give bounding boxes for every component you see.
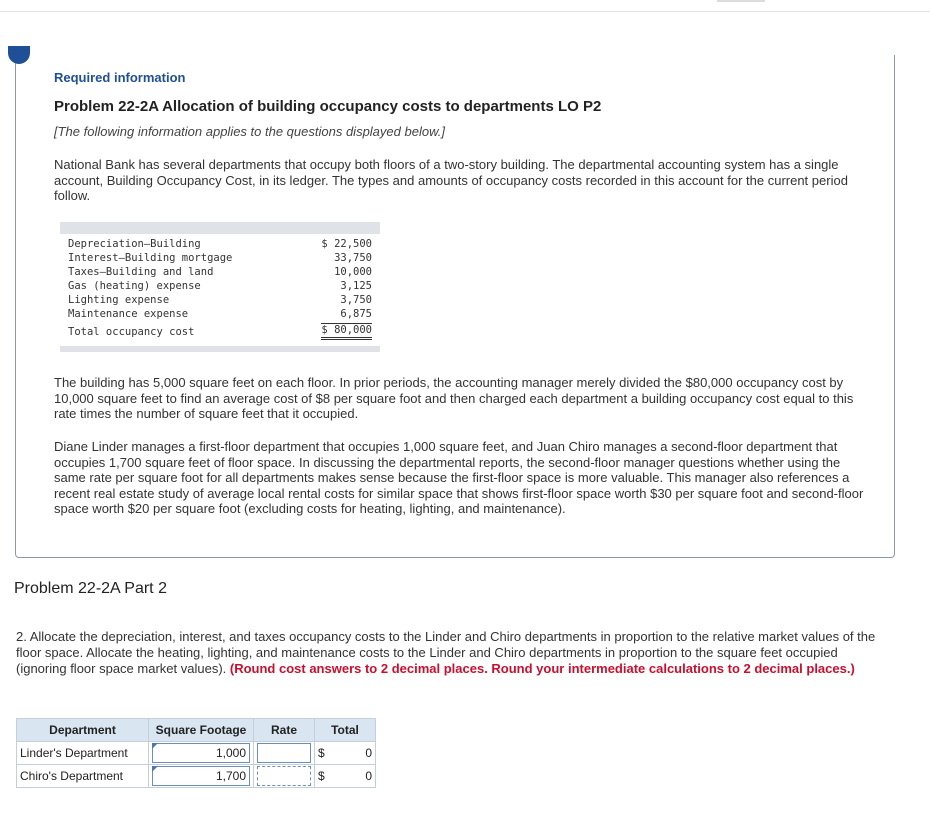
sqft-cell bbox=[149, 765, 254, 788]
cost-value: 3,125 bbox=[340, 280, 372, 292]
intro-paragraph: National Bank has several departments that occupy both floors of a two-story building. The departmental accounting system has a single account, Building Occupancy Cost, in its ledger. The types and amounts of occupancy costs recorded in this account for the current period follow. bbox=[54, 157, 848, 203]
cost-value: 6,875 bbox=[340, 308, 372, 320]
sqft-input[interactable]: 1,700 bbox=[152, 766, 250, 786]
rate-input[interactable] bbox=[257, 743, 311, 763]
header-rate: Rate bbox=[254, 719, 315, 742]
part-title: Problem 22-2A Part 2 bbox=[14, 580, 167, 597]
cost-label: Gas (heating) expense bbox=[68, 280, 201, 292]
rate-cell bbox=[254, 742, 315, 765]
total-cell bbox=[315, 742, 376, 765]
table-row bbox=[17, 765, 376, 788]
info-note: [The following information applies to the questions displayed below.] bbox=[54, 124, 445, 139]
currency-symbol: $ bbox=[318, 769, 325, 783]
header-department: Department bbox=[17, 719, 149, 742]
rate-input[interactable] bbox=[257, 766, 311, 786]
flag-icon bbox=[152, 743, 158, 749]
total-value: 0 bbox=[365, 769, 372, 783]
allocation-table bbox=[16, 718, 376, 788]
cost-value: 10,000 bbox=[334, 266, 372, 278]
occupancy-cost-table bbox=[60, 222, 380, 352]
cost-total-label: Total occupancy cost bbox=[68, 326, 195, 338]
cost-label: Maintenance expense bbox=[68, 308, 189, 320]
cost-label: Lighting expense bbox=[68, 294, 170, 306]
currency-symbol: $ bbox=[318, 746, 325, 760]
cost-value: 3,750 bbox=[340, 294, 372, 306]
top-tab-indicator bbox=[717, 0, 765, 2]
cost-label: Depreciation—Building bbox=[68, 238, 201, 250]
total-value: 0 bbox=[365, 746, 372, 760]
question-body: 2. Allocate the depreciation, interest, and taxes occupancy costs to the Linder and Chiro departments in proportion to the relative market values of the floor space. Allocate the heating, lighting, and maintenance costs to the Linder and Chiro departments in proportion to the square feet occupied (ignoring floor space market values). bbox=[16, 629, 876, 676]
sqft-input[interactable]: 1,000 bbox=[152, 743, 250, 763]
pricing-paragraph: The building has 5,000 square feet on each floor. In prior periods, the accounting manager merely divided the $80,000 occupancy cost by 10,000 square feet to find an average cost of $8 per square foot and then charged each department a building occupancy cost equal to this rate times the number of square feet that it occupied. bbox=[54, 375, 854, 421]
table-row bbox=[17, 742, 376, 765]
dept-name: Chiro's Department bbox=[17, 765, 149, 788]
flag-icon bbox=[152, 766, 158, 772]
cost-label: Interest—Building mortgage bbox=[68, 252, 233, 264]
top-divider bbox=[0, 11, 930, 12]
sqft-cell bbox=[149, 742, 254, 765]
header-square-footage: Square Footage bbox=[149, 719, 254, 742]
required-information-label: Required information bbox=[54, 70, 186, 85]
header-total: Total bbox=[315, 719, 376, 742]
cost-total-value: $ 80,000 bbox=[321, 323, 372, 340]
cost-value: $ 22,500 bbox=[321, 238, 372, 250]
problem-title: Problem 22-2A Allocation of building occupancy costs to departments LO P2 bbox=[54, 98, 602, 115]
dept-name: Linder's Department bbox=[17, 742, 149, 765]
cost-value: 33,750 bbox=[334, 252, 372, 264]
rate-cell bbox=[254, 765, 315, 788]
managers-paragraph: Diane Linder manages a first-floor department that occupies 1,000 square feet, and Juan Chiro manages a second-floor department that occupies 1,700 square feet of floor space. In discussing the departmental reports, the second-floor manager questions whether using the same rate per square foot for all departments makes sense because the first-floor space is more valuable. This manager also references a recent real estate study of average local rental costs for similar space that shows first-floor space worth $30 per square foot and second-floor space worth $20 per square foot (excluding costs for heating, lighting, and maintenance). bbox=[54, 439, 864, 516]
cost-label: Taxes—Building and land bbox=[68, 266, 214, 278]
rounding-instruction: (Round cost answers to 2 decimal places. Round your intermediate calculations to 2 decimal places.) bbox=[229, 661, 855, 676]
question-text bbox=[16, 629, 886, 677]
total-cell bbox=[315, 765, 376, 788]
